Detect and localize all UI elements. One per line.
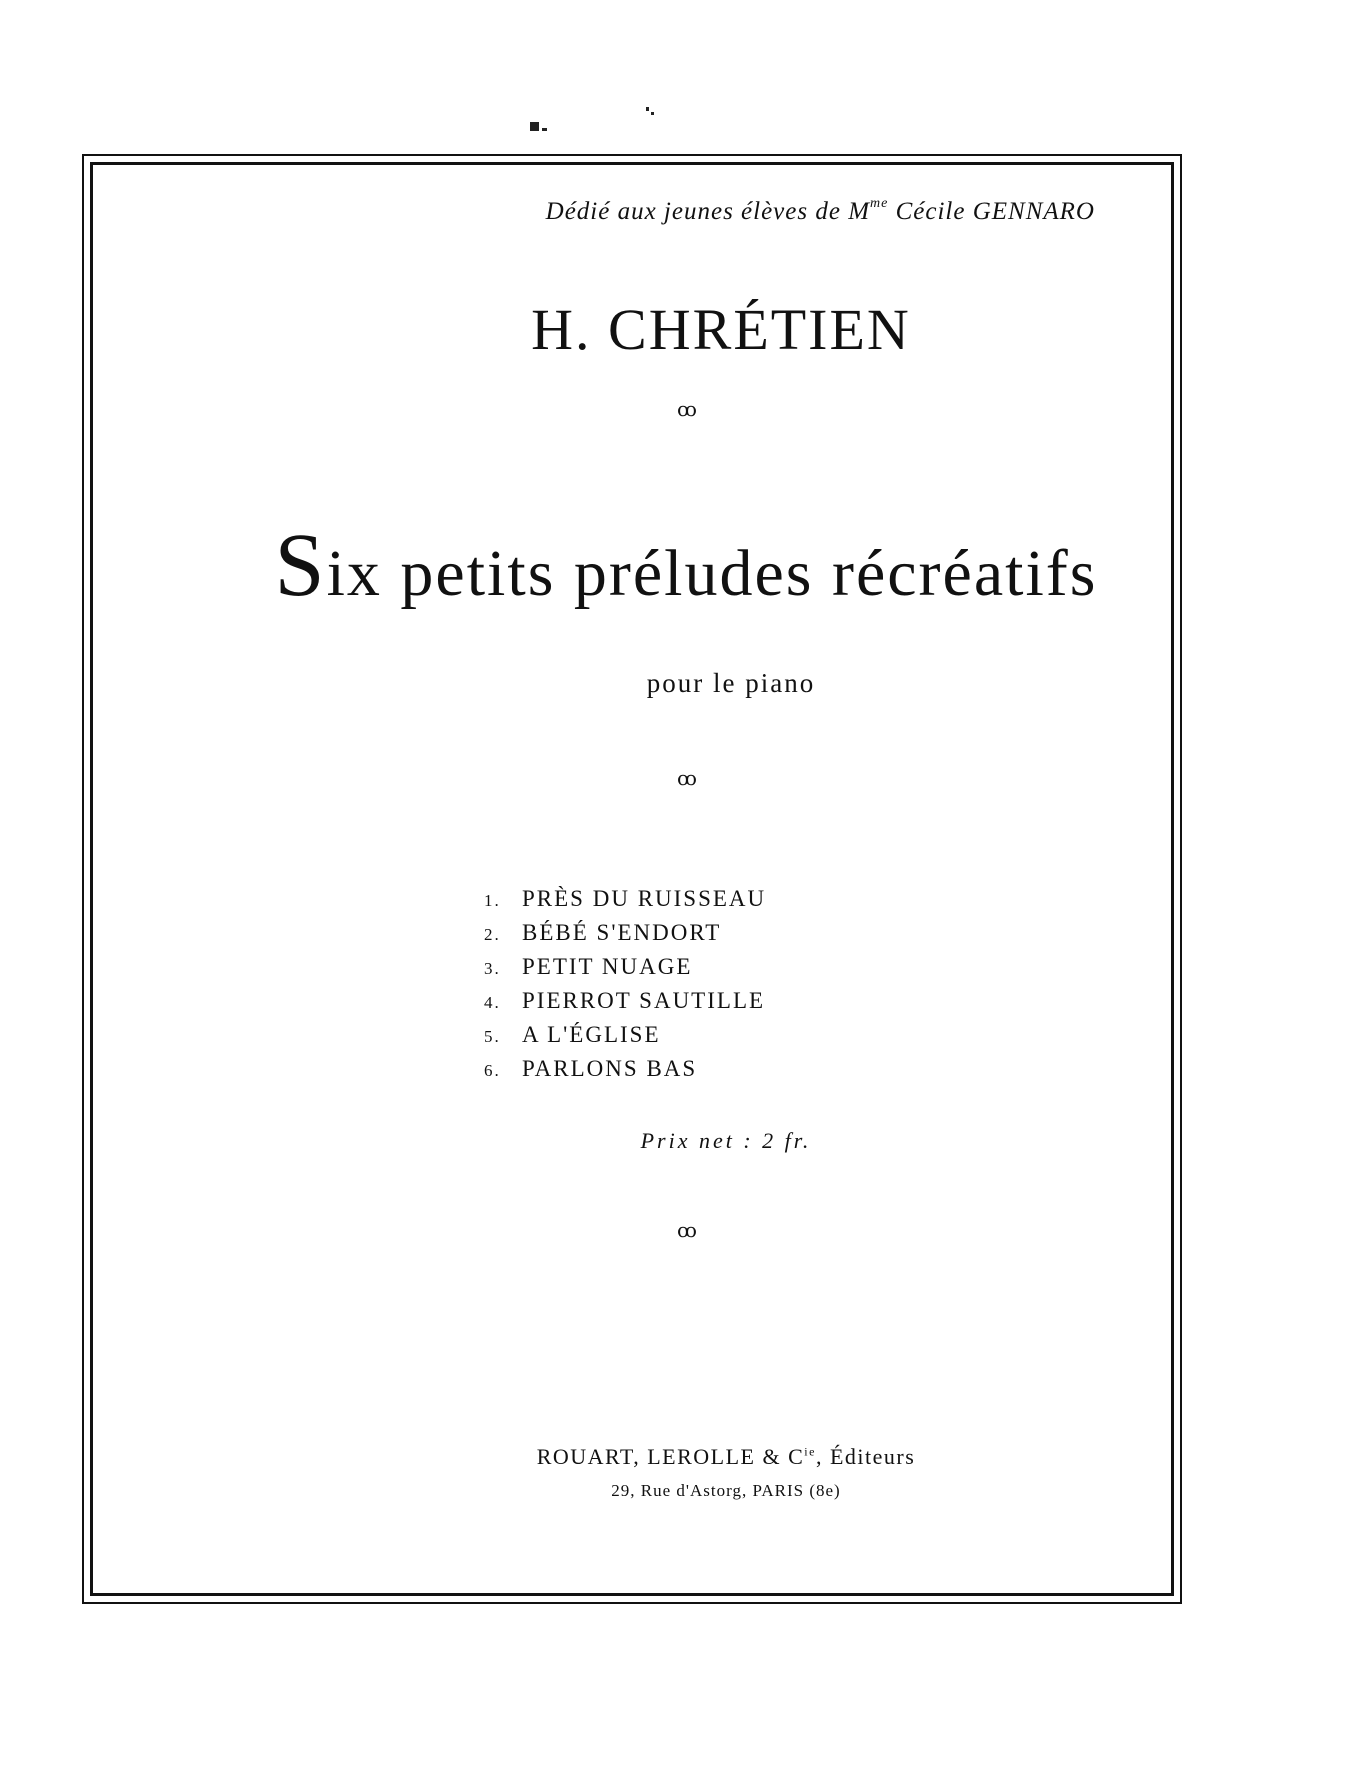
- composer-name: [0, 296, 1372, 363]
- scan-speck: [651, 112, 654, 115]
- price: Prix net : 2 fr.: [640, 1128, 812, 1153]
- contents-title: PRÈS DU RUISSEAU: [522, 886, 767, 911]
- work-title: [0, 514, 1372, 617]
- contents-item: [484, 984, 766, 1018]
- contents-number: 3.: [484, 959, 501, 978]
- composer-text: H. CHRÉTIEN: [531, 297, 911, 362]
- contents-title: A L'ÉGLISE: [522, 1022, 661, 1047]
- ornament-divider: ꝏ: [677, 768, 695, 790]
- subtitle: pour le piano: [646, 668, 816, 698]
- ornament-divider: ꝏ: [677, 1220, 695, 1242]
- publisher-address: 29, Rue d'Astorg, PARIS (8e): [611, 1481, 841, 1500]
- contents-number: 4.: [484, 993, 501, 1012]
- contents-title: BÉBÉ S'ENDORT: [522, 920, 722, 945]
- dedication: [545, 195, 1095, 226]
- title-initial: S: [274, 516, 327, 615]
- contents-number: 5.: [484, 1027, 501, 1046]
- contents-number: 1.: [484, 891, 501, 910]
- title-rest: ix petits préludes récréatifs: [326, 537, 1098, 610]
- contents-number: 6.: [484, 1061, 501, 1080]
- contents-item: [484, 1052, 766, 1086]
- ornament-divider: ꝏ: [677, 399, 695, 421]
- contents-title: PIERROT SAUTILLE: [522, 988, 766, 1013]
- publisher: [0, 1444, 1372, 1470]
- contents-item: [484, 950, 766, 984]
- scan-speck: [646, 107, 649, 111]
- contents-title: PETIT NUAGE: [522, 954, 693, 979]
- contents-title: PARLONS BAS: [522, 1056, 698, 1081]
- publisher-superscript: ie: [804, 1444, 816, 1459]
- contents-list: [484, 882, 766, 1086]
- contents-item: [484, 1018, 766, 1052]
- dedication-superscript: me: [870, 195, 889, 211]
- scan-speck: [542, 128, 547, 131]
- dedication-name: Cécile GENNARO: [888, 198, 1095, 225]
- dedication-text: Dédié aux jeunes élèves de M: [545, 198, 871, 225]
- contents-number: 2.: [484, 925, 501, 944]
- contents-item: [484, 882, 766, 916]
- publisher-name: ROUART, LEROLLE & C: [536, 1444, 805, 1469]
- page-border-inner: [90, 162, 1174, 1596]
- publisher-suffix: , Éditeurs: [815, 1444, 916, 1469]
- contents-item: [484, 916, 766, 950]
- scan-speck: [530, 122, 539, 131]
